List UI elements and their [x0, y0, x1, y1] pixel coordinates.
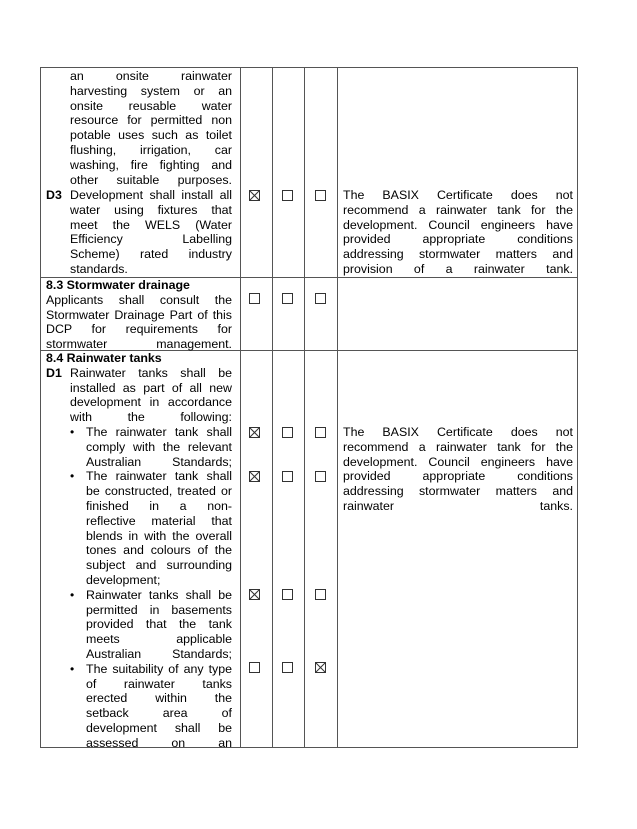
- stormwater-text: Applicants shall consult the Stormwater Drainage Part of this DCP for requirements for stormwater management.: [46, 292, 232, 352]
- check-x-icon: [249, 427, 260, 438]
- d3-text: Development shall install all water using fixtures that meet the WELS (Water Efficiency Labelling Scheme) rated industry standards.: [70, 188, 232, 276]
- intro-text: an onsite rainwater harvesting system or an onsite reusable water resource for permitted non potable uses such as toilet flushing, irrigation, car washing, fire fighting and other suitable purposes.: [70, 69, 232, 187]
- column-divider: [337, 68, 338, 747]
- d3-checkbox-1[interactable]: [249, 190, 260, 201]
- d3-comment: The BASIX Certificate does not recommend a rainwater tank for the development. Council engineers have provided appropriate conditions addressing stormwater matters and provision of a rainwater tank.: [343, 188, 573, 276]
- bullet-marker: •: [70, 661, 75, 676]
- check-x-icon: [249, 471, 260, 482]
- d1-label: D1: [46, 365, 62, 380]
- compliance-table: [40, 67, 578, 748]
- check-x-icon: [249, 190, 260, 201]
- rainwater-heading: 8.4 Rainwater tanks: [46, 351, 162, 365]
- stormwater-checkbox-2[interactable]: [282, 293, 293, 304]
- bullet-2-checkbox-3[interactable]: [315, 471, 326, 482]
- bullet-marker: •: [70, 469, 75, 484]
- bullet-3-checkbox-1[interactable]: [249, 589, 260, 600]
- bullet-4-checkbox-3[interactable]: [315, 662, 326, 673]
- bullet-1-checkbox-2[interactable]: [282, 427, 293, 438]
- stormwater-checkbox-1[interactable]: [249, 293, 260, 304]
- d3-checkbox-3[interactable]: [315, 190, 326, 201]
- bullet-1-checkbox-1[interactable]: [249, 427, 260, 438]
- bullet-1-text: The rainwater tank shall comply with the relevant Australian Standards;: [86, 425, 232, 469]
- bullet-4-checkbox-1[interactable]: [249, 662, 260, 673]
- bullet-3-text: Rainwater tanks shall be permitted in basements provided that the tank meets applicable Australian Standards;: [86, 587, 232, 661]
- bullet-3-checkbox-2[interactable]: [282, 589, 293, 600]
- stormwater-heading: 8.3 Stormwater drainage: [46, 278, 190, 292]
- bullet-2-text: The rainwater tank shall be constructed, treated or finished in a non- reflective material that blends in with the overall tones and colours of the subject and surrounding development;: [86, 469, 232, 587]
- bullet-4-text: The suitability of any type of rainwater tanks erected within the setback area of development shall be assessed on an: [86, 661, 232, 750]
- d3-label: D3: [46, 188, 62, 202]
- bullet-marker: •: [70, 425, 75, 439]
- column-divider: [272, 68, 273, 747]
- bullet-2-checkbox-1[interactable]: [249, 471, 260, 482]
- rainwater-comment: The BASIX Certificate does not recommend a rainwater tank for the development. Council engineers have provided appropriate conditions addressing stormwater matters and rainwater tanks.: [343, 425, 573, 513]
- d3-checkbox-2[interactable]: [282, 190, 293, 201]
- d1-text: Rainwater tanks shall be installed as part of all new development in accordance with the following:: [70, 365, 232, 425]
- column-divider: [240, 68, 241, 747]
- column-divider: [304, 68, 305, 747]
- bullet-2-checkbox-2[interactable]: [282, 471, 293, 482]
- check-x-icon: [315, 662, 326, 673]
- bullet-marker: •: [70, 587, 75, 602]
- bullet-3-checkbox-3[interactable]: [315, 589, 326, 600]
- bullet-4-checkbox-2[interactable]: [282, 662, 293, 673]
- check-x-icon: [249, 589, 260, 600]
- bullet-1-checkbox-3[interactable]: [315, 427, 326, 438]
- stormwater-checkbox-3[interactable]: [315, 293, 326, 304]
